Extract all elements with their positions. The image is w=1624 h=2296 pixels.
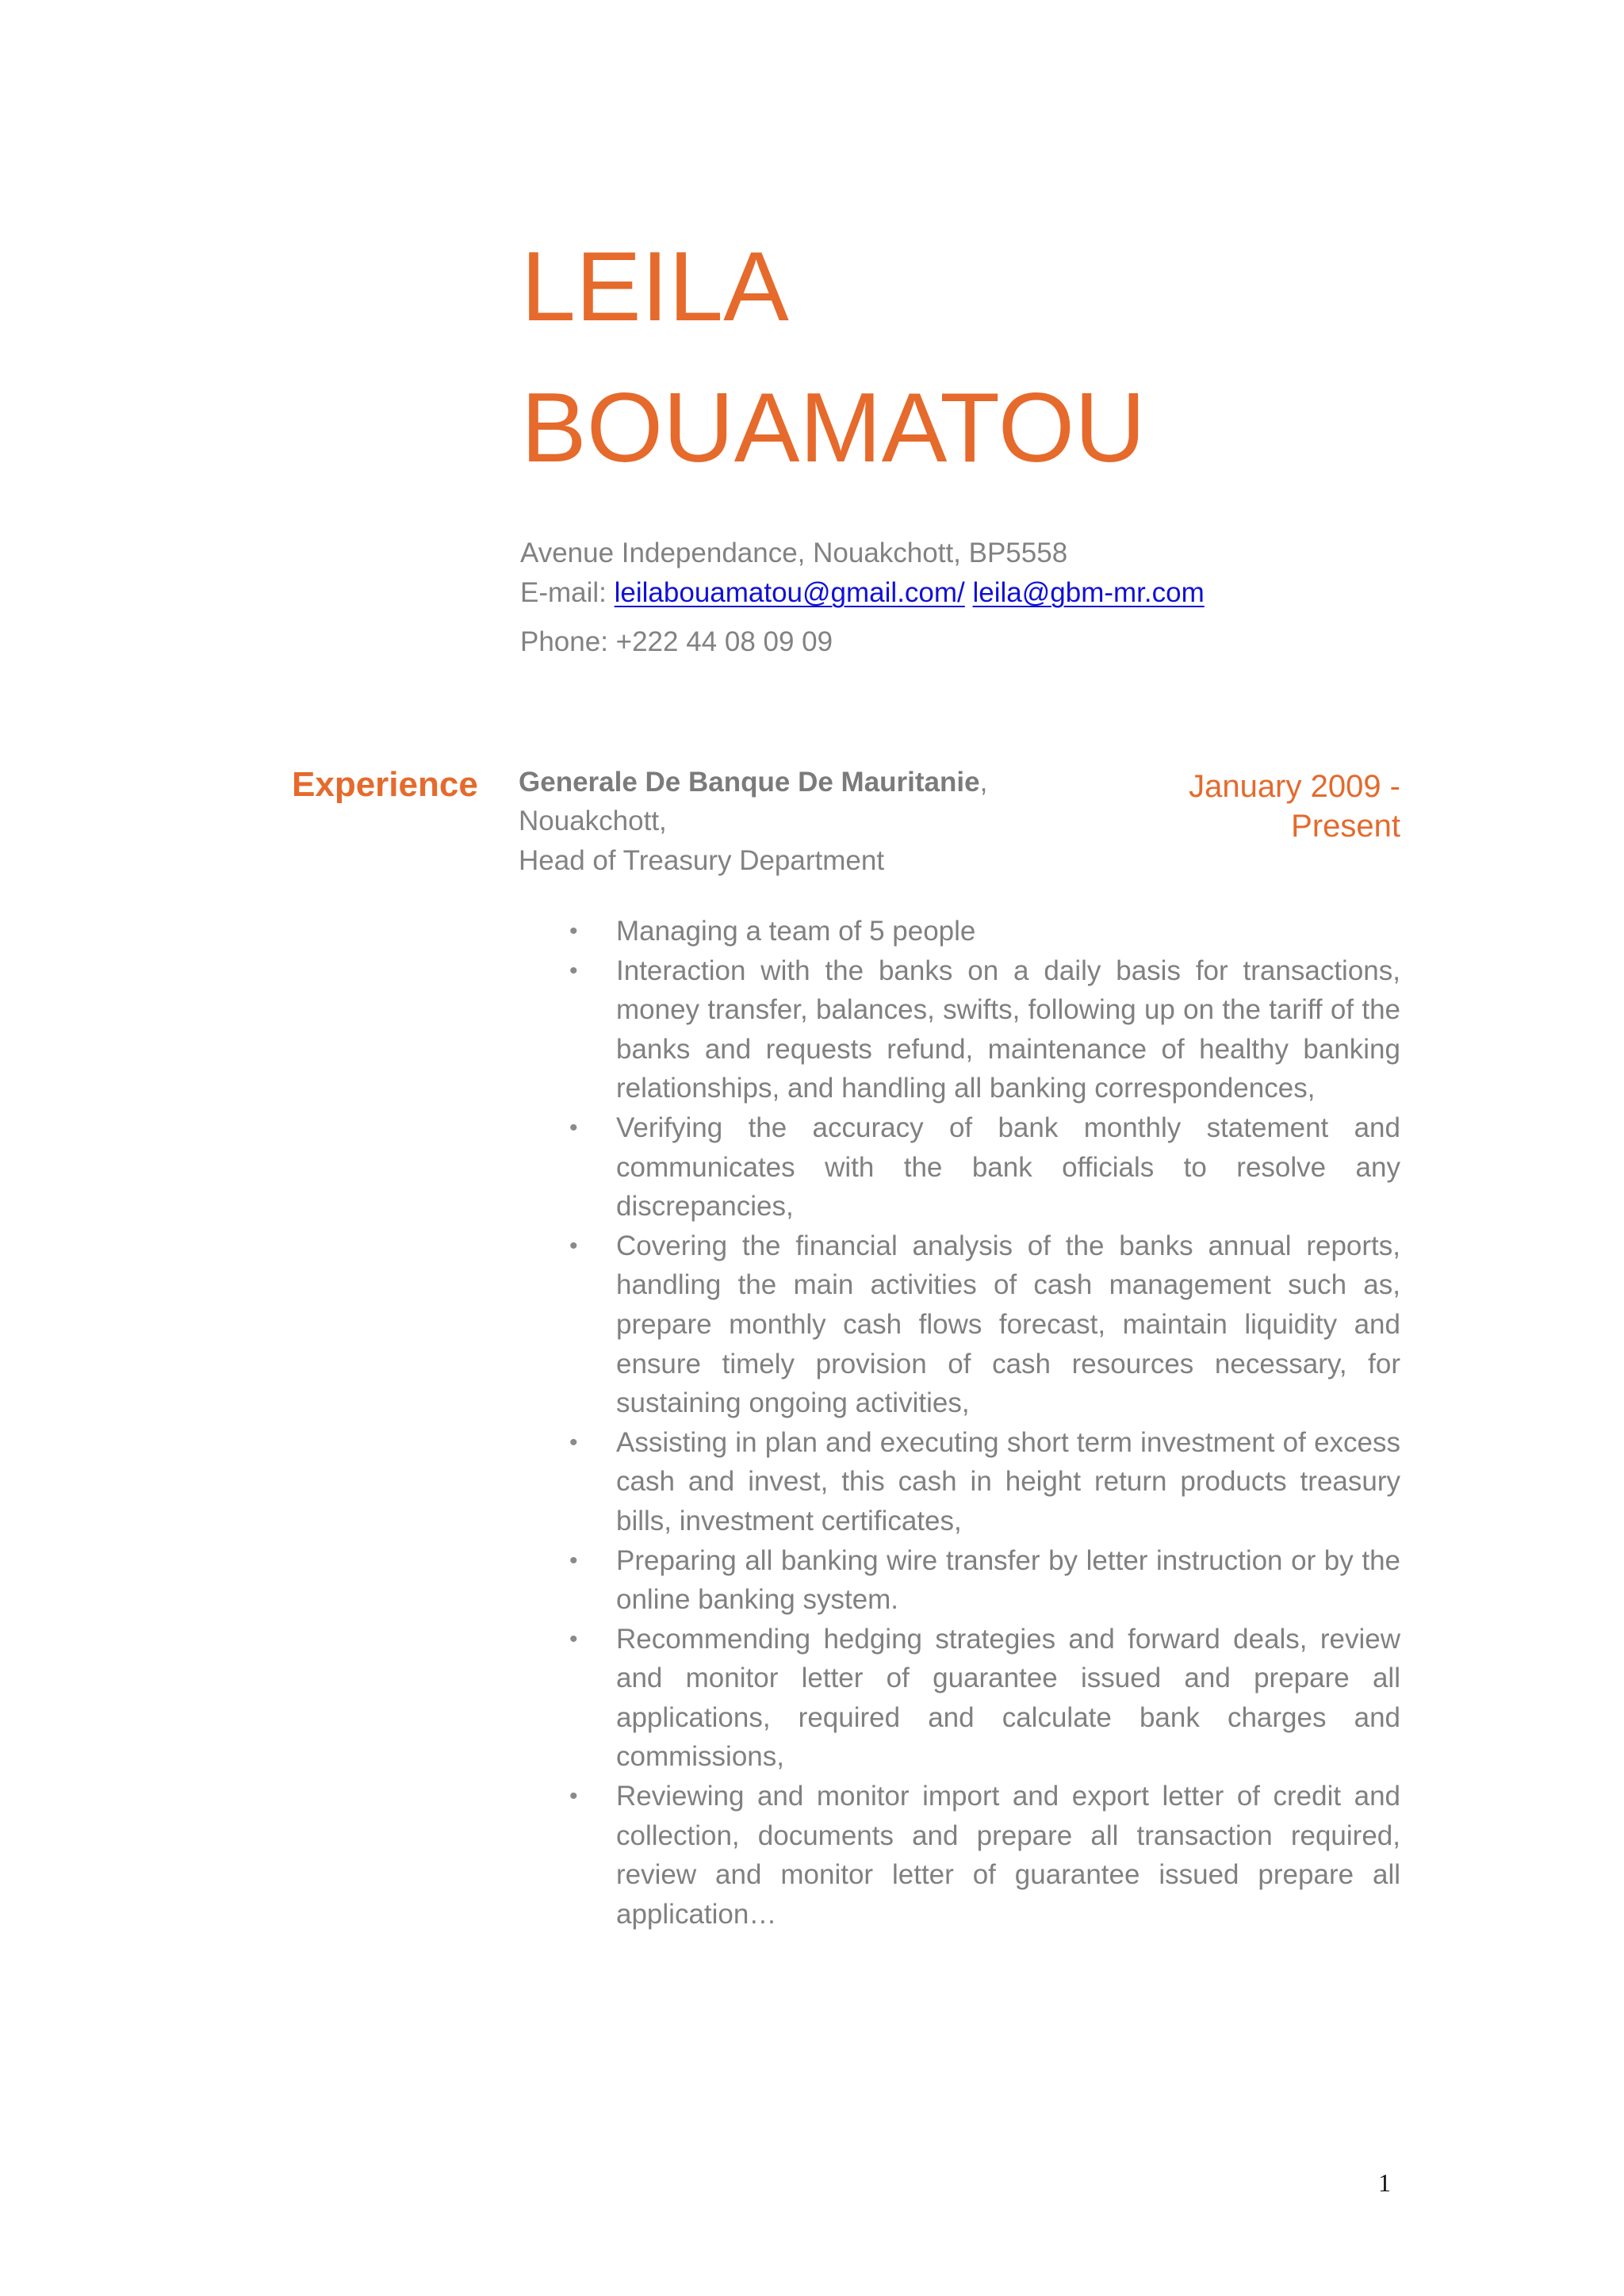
phone: Phone: +222 44 08 09 09 (520, 626, 833, 657)
duty-item (555, 1423, 1400, 1541)
email-link-secondary[interactable]: leila@gbm-mr.com (972, 577, 1205, 608)
duty-text: Recommending hedging strategies and forward deals, review and monitor letter of guarantee issued and prepare all applications, required and calculate bank charges and commissions, (616, 1623, 1400, 1773)
email-line (520, 579, 1205, 607)
duty-text: Covering the financial analysis of the banks annual reports, handling the main activities of cash management such as, prepare monthly cash flows forecast, maintain liquidity and ensure timely provision of cash resources necessary, for sustaining ongoing activities, (616, 1230, 1400, 1419)
job-title: Head of Treasury Department (519, 845, 885, 876)
job-company (519, 768, 987, 796)
name-first: LEILA (521, 232, 789, 342)
name-last: BOUAMATOU (521, 373, 1146, 483)
job-dates (1083, 767, 1400, 846)
section-heading-experience: Experience (292, 765, 478, 804)
email-link-primary[interactable]: leilabouamatou@gmail.com/ (614, 577, 965, 608)
bullet-icon: • (569, 1547, 578, 1574)
duty-item (555, 1777, 1400, 1934)
duty-item (555, 951, 1400, 1108)
duties-list (555, 912, 1400, 1934)
duty-item (555, 1108, 1400, 1226)
bullet-icon: • (569, 957, 578, 984)
bullet-icon: • (569, 918, 578, 944)
duty-item (555, 1620, 1400, 1777)
job-city: Nouakchott, (519, 806, 667, 836)
duty-text: Managing a team of 5 people (616, 916, 976, 947)
address: Avenue Independance, Nouakchott, BP5558 (520, 538, 1068, 568)
bullet-icon: • (569, 1114, 578, 1141)
duty-item (555, 1541, 1400, 1620)
duty-text: Assisting in plan and executing short term investment of excess cash and invest, this cash in height return products treasury bills, investment certificates, (616, 1426, 1400, 1536)
duty-text: Verifying the accuracy of bank monthly statement and communicates with the bank officials to resolve any discrepancies, (616, 1112, 1400, 1223)
bullet-icon: • (569, 1625, 578, 1652)
bullet-icon: • (569, 1429, 578, 1456)
duty-item (555, 912, 1400, 951)
company-suffix: , (979, 767, 988, 798)
job-date-end: Present (1291, 809, 1400, 844)
email-label: E-mail: (520, 577, 615, 608)
duty-item (555, 1226, 1400, 1423)
bullet-icon: • (569, 1783, 578, 1810)
duty-text: Interaction with the banks on a daily basis for transactions, money transfer, balances, swifts, following up on the tariff of the banks and requests refund, maintenance of healthy banking relationships, and handling all banking correspondences, (616, 955, 1400, 1104)
page-number: 1 (1378, 2168, 1391, 2197)
duty-text: Reviewing and monitor import and export letter of credit and collection, documents and prepare all transaction required, review and monitor letter of guarantee issued prepare all application… (616, 1781, 1400, 1930)
job-date-start: January 2009 - (1189, 769, 1400, 804)
company-name: Generale De Banque De Mauritanie (519, 767, 980, 798)
bullet-icon: • (569, 1232, 578, 1259)
duty-text: Preparing all banking wire transfer by letter instruction or by the online banking system. (616, 1544, 1400, 1616)
